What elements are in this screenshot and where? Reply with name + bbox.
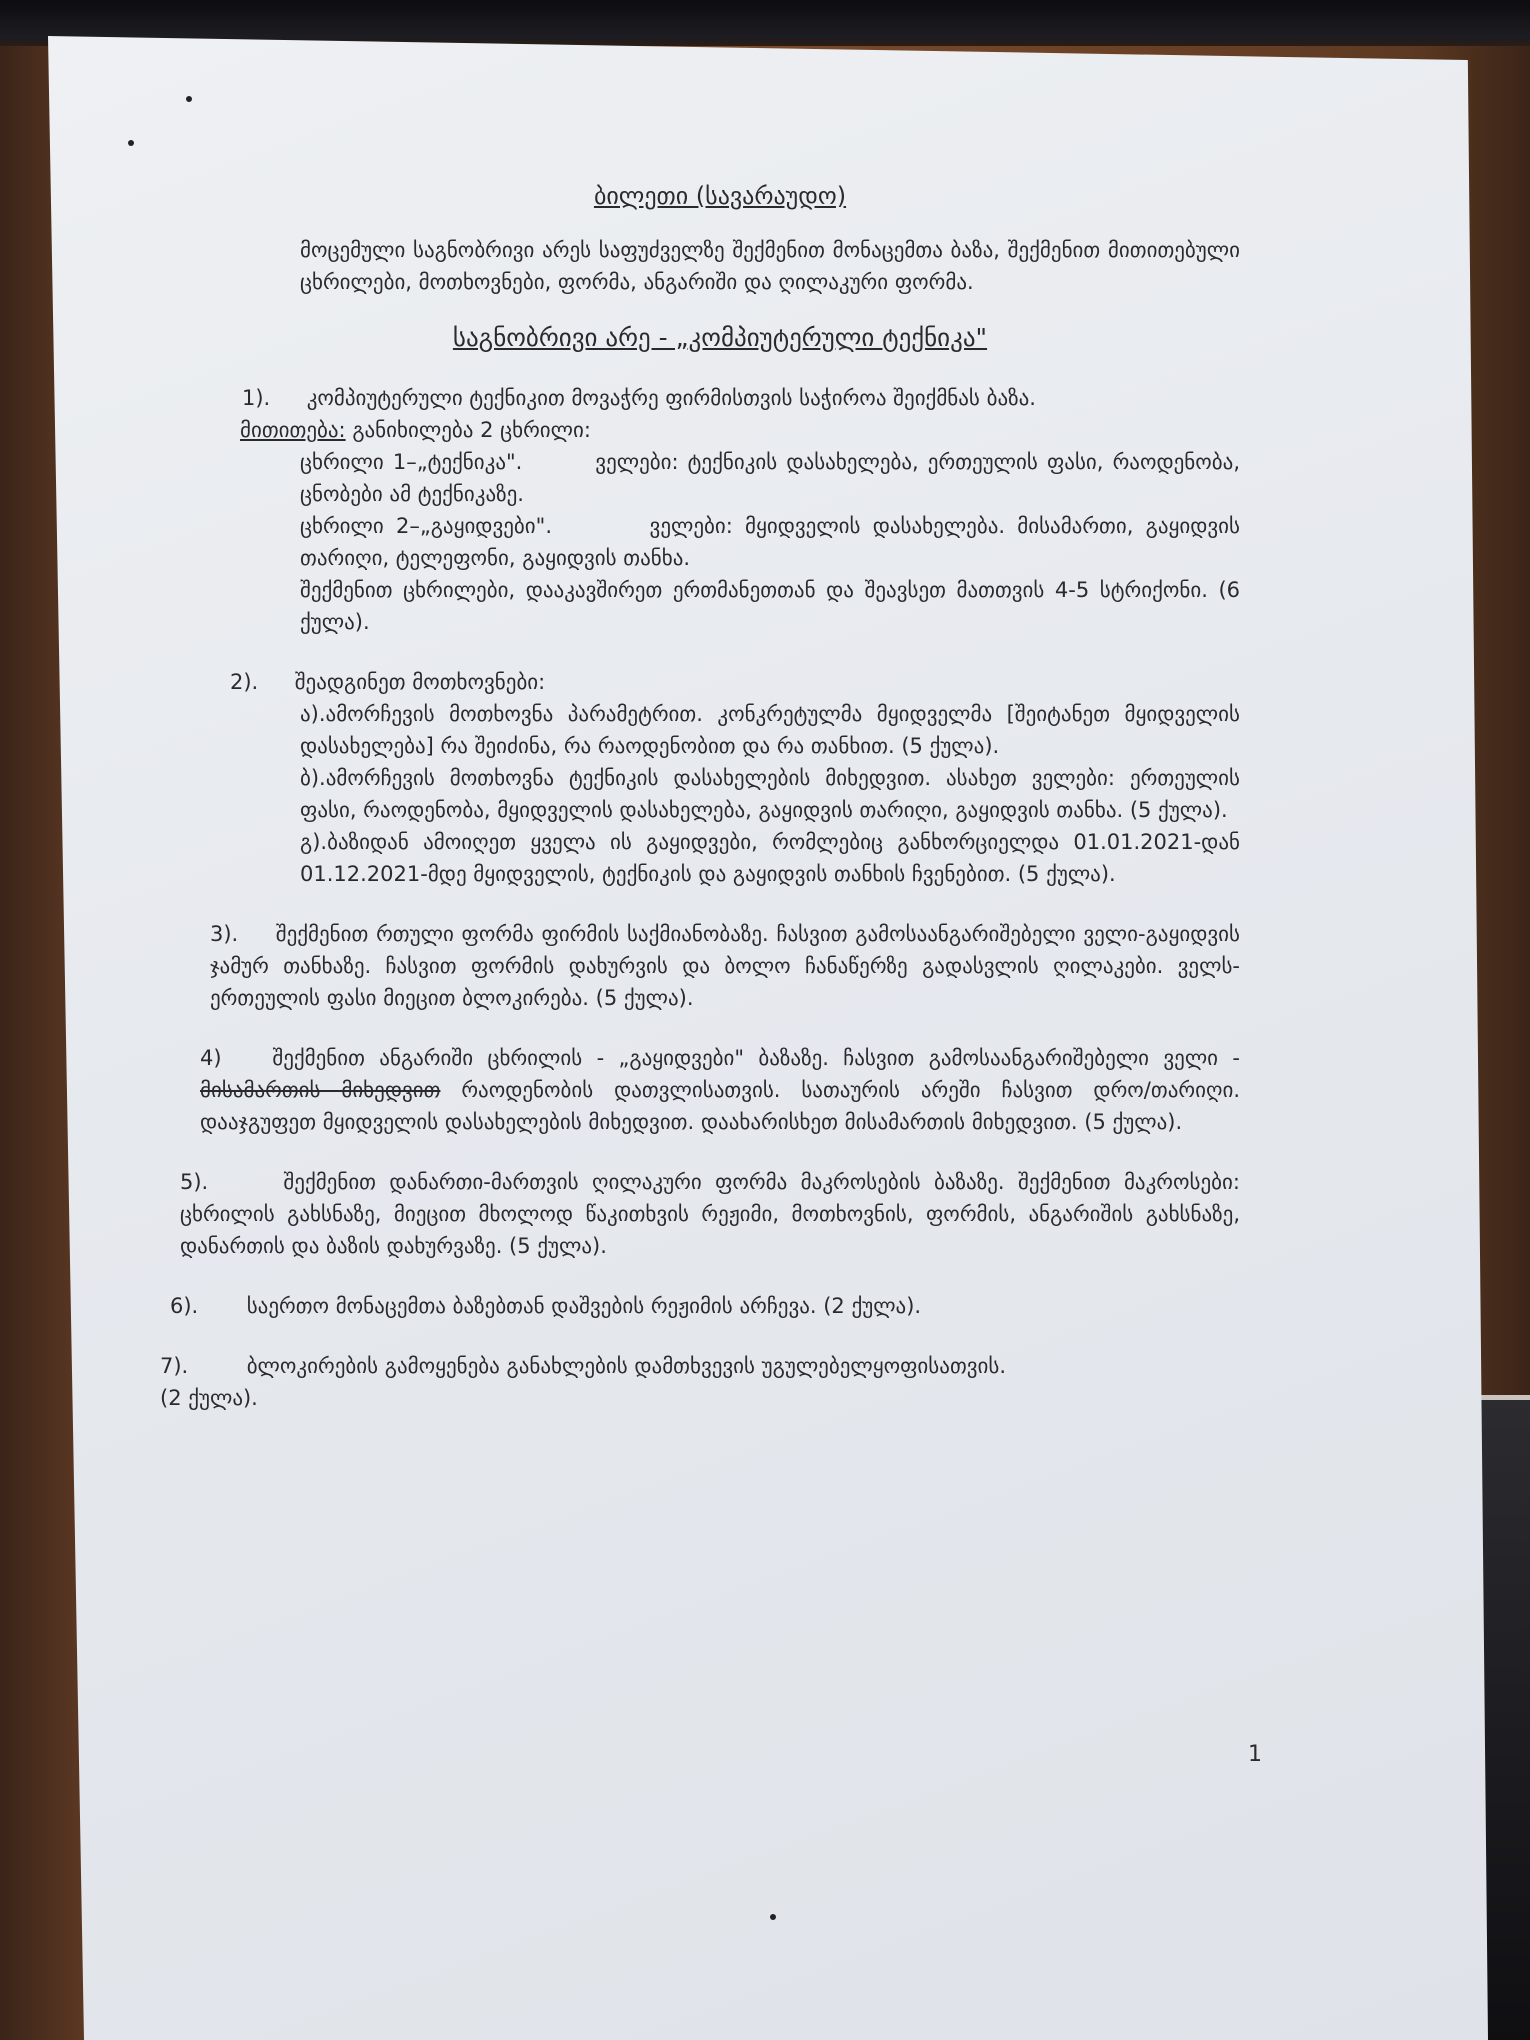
- task-4-text-before: შექმენით ანგარიში ცხრილის - „გაყიდვები" ბაზაზე. ჩასვით გამოსაანგარიშებელი ველი -: [272, 1046, 1240, 1070]
- task-3-text: შექმენით რთული ფორმა ფირმის საქმიანობაზე. ჩასვით გამოსაანგარიშებელი ველი-გაყიდვის ჯამურ თანხაზე. ჩასვით ფორმის დახურვის და ბოლო ჩანაწერზე გადასვლის ღილაკები. ველს-ერთეულის ფასი მიეცით ბლოკირება. (5 ქულა).: [210, 922, 1240, 1010]
- task-6-number: 6).: [170, 1294, 199, 1318]
- task-2-number: 2).: [230, 670, 259, 694]
- task-3-number: 3).: [210, 922, 239, 946]
- subject-title: საგნობრივი არე - „კომპიუტერული ტექნიკა": [452, 323, 988, 352]
- task-2-item-a: ა).ამორჩევის მოთხოვნა პარამეტრით. კონკრეტულმა მყიდველმა [შეიტანეთ მყიდველის დასახელება] რა შეიძინა, რა რაოდენობით და რა თანხით. (5 ქულა).: [300, 702, 1240, 758]
- task-2-text: შეადგინეთ მოთხოვნები:: [294, 670, 546, 694]
- task-1-number: 1).: [242, 386, 271, 410]
- hint-label: მითითება:: [240, 418, 346, 442]
- task-2-item-g: გ).ბაზიდან ამოიღეთ ყველა ის გაყიდვები, რომლებიც განხორციელდა 01.01.2021-დან 01.12.2021-მდე მყიდველის, ტექნიკის და გაყიდვის თანხის ჩვენებით. (5 ქულა).: [300, 830, 1240, 886]
- table-1-name: ცხრილი 1–„ტექნიკა".: [300, 450, 523, 474]
- intro-paragraph: მოცემული საგნობრივი არეს საფუძველზე შექმენით მონაცემთა ბაზა, შექმენით მითითებული ცხრილები, მოთხოვნები, ფორმა, ანგარიში და ღილაკური ფორმა.: [300, 238, 1240, 294]
- task-2: [160, 666, 1240, 890]
- task-3: [160, 918, 1240, 1014]
- task-1: [160, 382, 1240, 638]
- task-6-text: საერთო მონაცემთა ბაზებთან დაშვების რეჟიმის არჩევა. (2 ქულა).: [246, 1294, 922, 1318]
- speck-mark: [770, 1914, 776, 1920]
- speck-mark: [186, 96, 192, 102]
- task-1-closing: შექმენით ცხრილები, დააკავშირეთ ერთმანეთთან და შეავსეთ მათთვის 4-5 სტრიქონი. (6 ქულა).: [300, 578, 1240, 634]
- speck-mark: [128, 140, 134, 146]
- task-7-points: (2 ქულა).: [160, 1386, 258, 1410]
- ticket-title: ბილეთი (სავარაუდო): [593, 182, 847, 210]
- task-4: [160, 1042, 1240, 1138]
- table-2-fields: ველები: მყიდველის დასახელება. მისამართი, გაყიდვის თარიღი, ტელეფონი, გაყიდვის თანხა.: [300, 514, 1240, 570]
- task-7-number: 7).: [160, 1354, 189, 1378]
- task-1-text: კომპიუტერული ტექნიკით მოვაჭრე ფირმისთვის საჭიროა შეიქმნას ბაზა.: [306, 386, 1036, 410]
- task-7: [160, 1350, 1240, 1414]
- task-4-struck-text: მისამართის მიხედვით: [200, 1078, 441, 1102]
- task-5: [160, 1166, 1240, 1262]
- document-body: [160, 180, 1240, 1442]
- hint-text: განიხილება 2 ცხრილი:: [352, 418, 591, 442]
- table-2-name: ცხრილი 2–„გაყიდვები".: [300, 514, 552, 538]
- task-6: [160, 1290, 1240, 1322]
- task-2-item-b: ბ).ამორჩევის მოთხოვნა ტექნიკის დასახელების მიხედვით. ასახეთ ველები: ერთეულის ფასი, რაოდენობა, მყიდველის დასახელება, გაყიდვის თარიღი, გაყიდვის თანხა. (5 ქულა).: [300, 766, 1240, 822]
- table-1-fields: ველები: ტექნიკის დასახელება, ერთეულის ფასი, რაოდენობა, ცნობები ამ ტექნიკაზე.: [300, 450, 1240, 506]
- page-number: 1: [1248, 1742, 1262, 1767]
- task-4-text-after: რაოდენობის დათვლისათვის. სათაურის არეში ჩასვით დრო/თარიღი. დააჯგუფეთ მყიდველის დასახელების მიხედვით. დაახარისხეთ მისამართის მიხედვით. (5 ქულა).: [200, 1078, 1240, 1134]
- task-5-number: 5).: [180, 1170, 209, 1194]
- task-7-text: ბლოკირების გამოყენება განახლების დამთხვევის უგულებელყოფისათვის.: [246, 1354, 1007, 1378]
- task-4-number: 4): [200, 1046, 222, 1070]
- task-5-text: შექმენით დანართი-მართვის ღილაკური ფორმა მაკროსების ბაზაზე. შექმენით მაკროსები: ცხრილის გახსნაზე, მიეცით მხოლოდ წაკითხვის რეჟიმი, მოთხოვნის, ფორმის, ანგარიშის გახსნაზე, დანართის და ბაზის დახურვაზე. (5 ქულა).: [180, 1170, 1240, 1258]
